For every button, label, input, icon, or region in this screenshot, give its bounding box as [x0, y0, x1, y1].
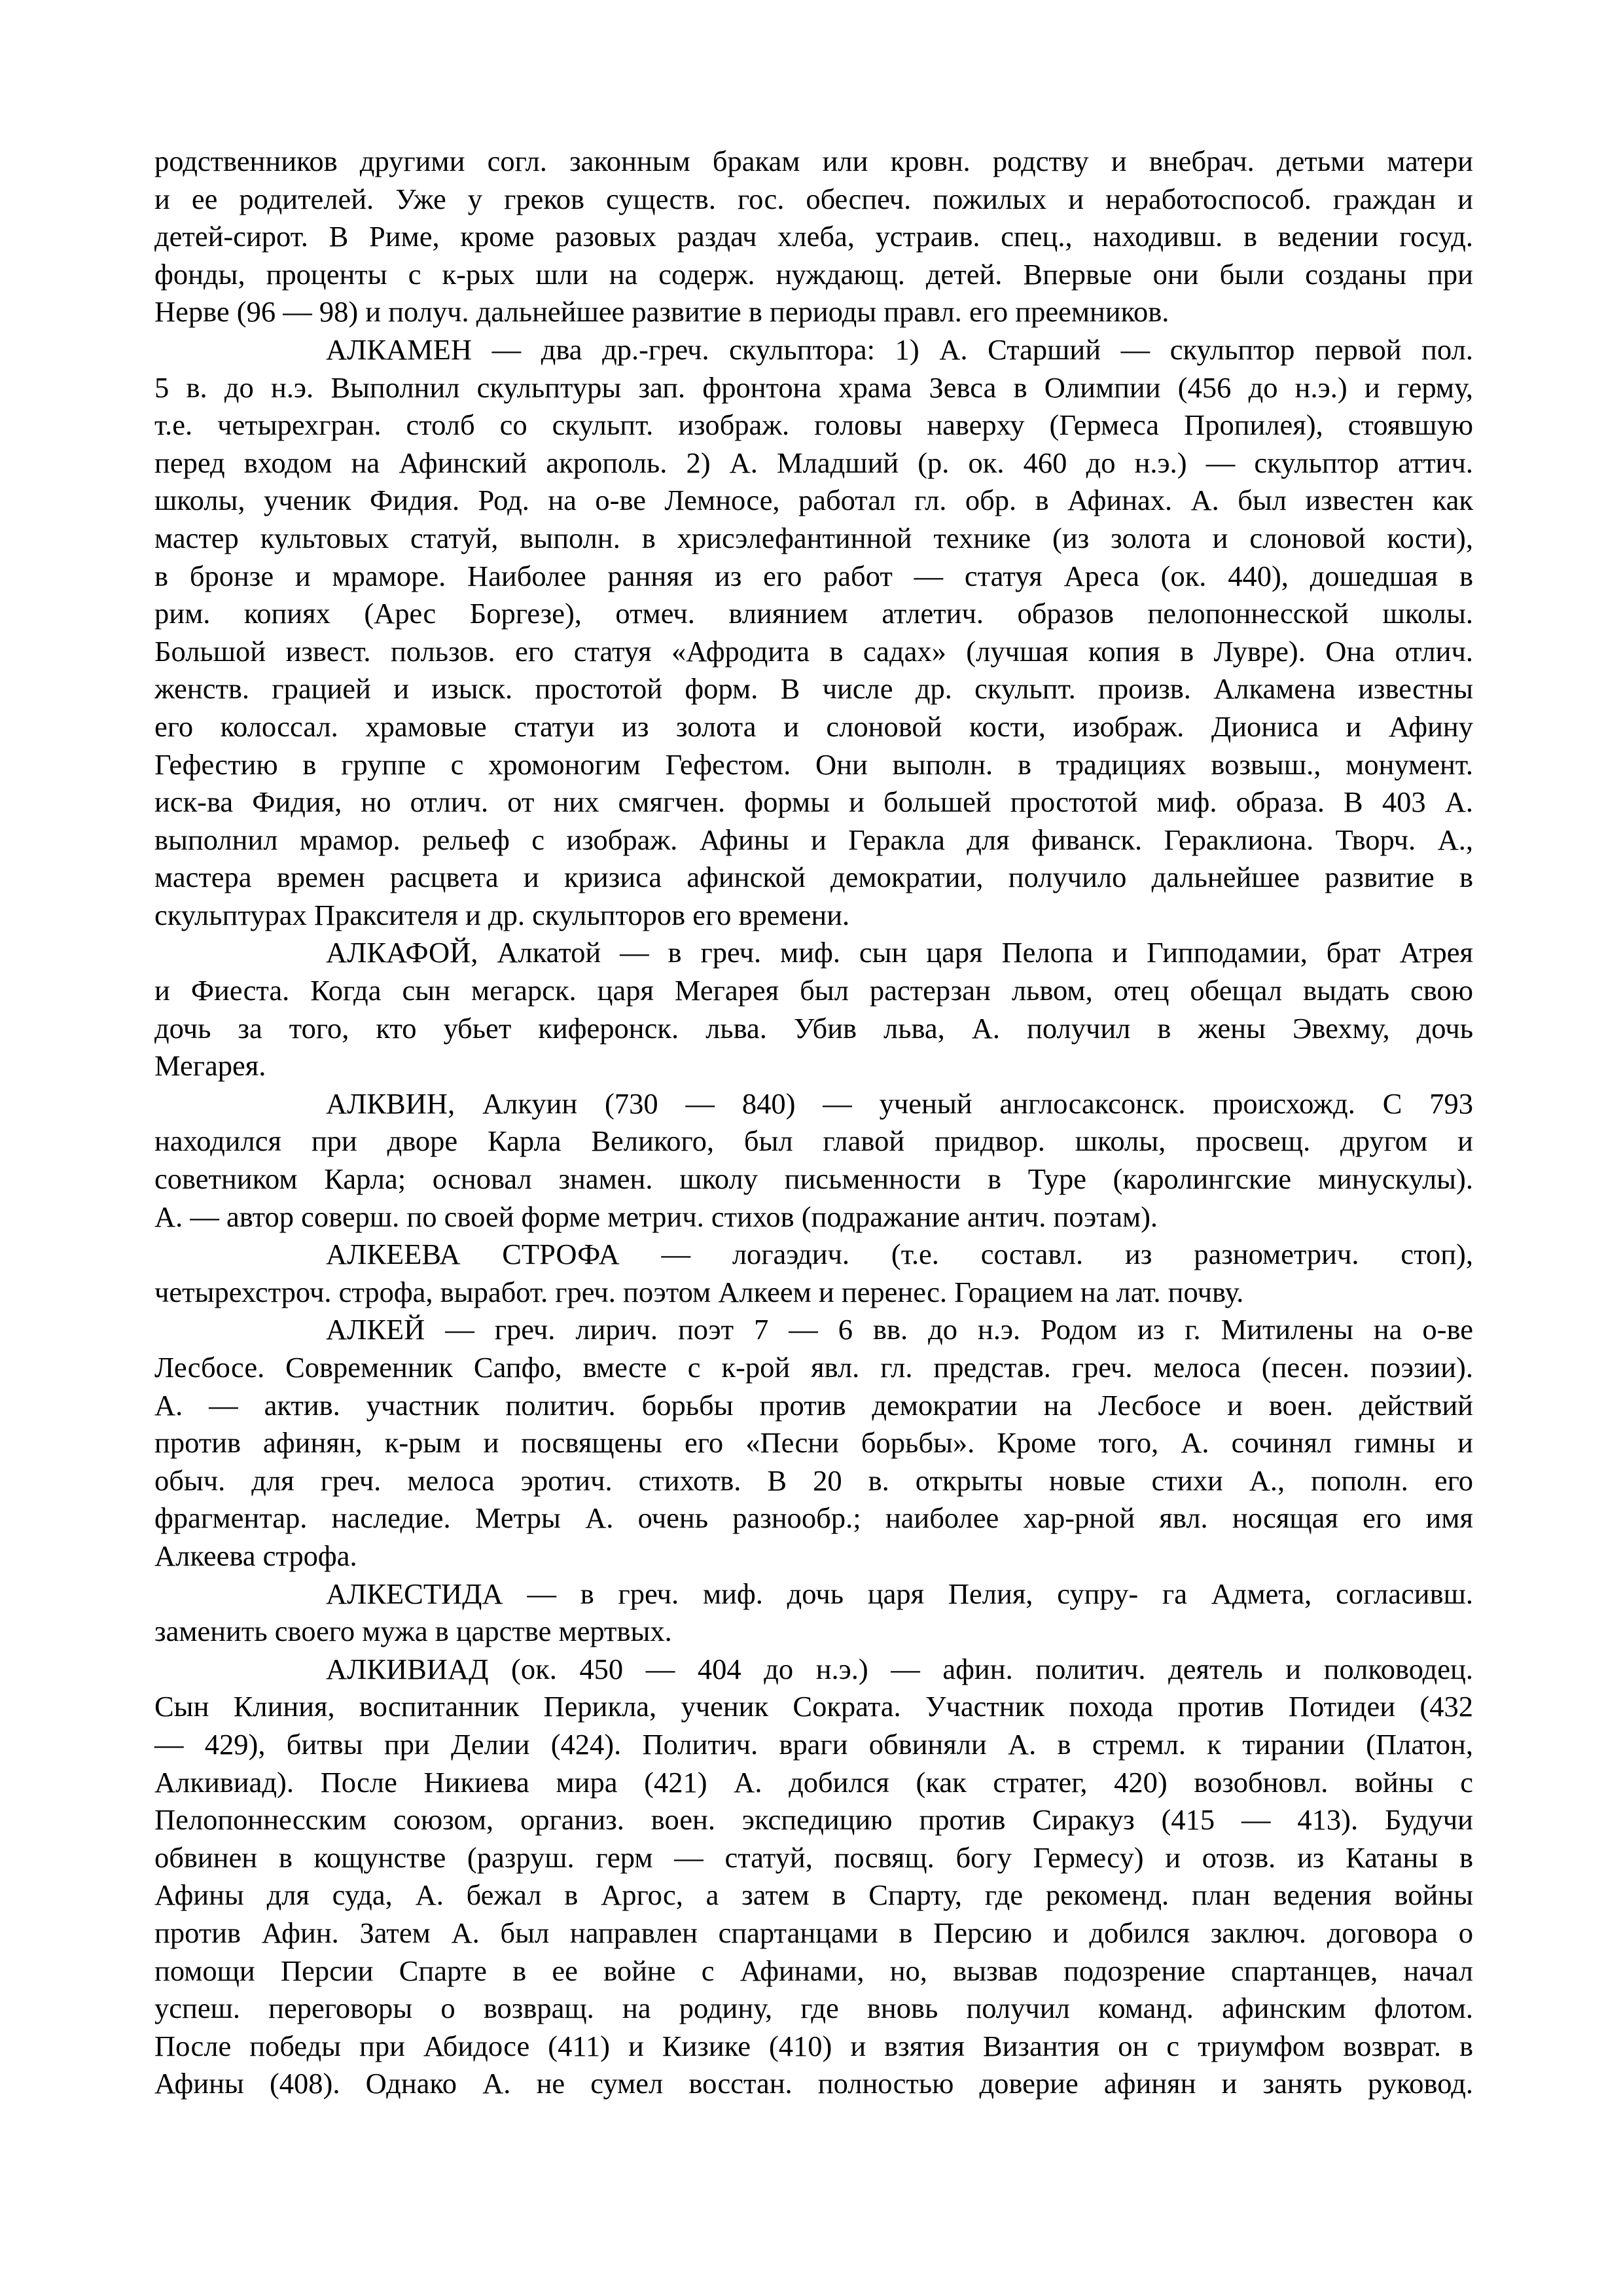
text-line: в бронзе и мраморе. Наиболее ранняя из его работ — статуя Ареса (ок. 440), дошедшая в [154, 559, 1473, 592]
text-line: детей-сирот. В Риме, кроме разовых раздач хлеба, устраив. спец., находивш. в ведении госуд. [154, 220, 1473, 253]
entry-heading-line: АЛКИВИАД (ок. 450 — 404 до н.э.) — афин. политич. деятель и полководец. [326, 1652, 1473, 1685]
text-line: т.е. четырехгран. столб со скульпт. изображ. головы наверху (Гермеса Пропилея), стоявшую [154, 408, 1473, 442]
paragraph-alkvin [154, 1085, 1473, 1236]
paragraph-alkeeva-strofa [154, 1236, 1473, 1311]
paragraph-continuation [154, 143, 1473, 331]
text-line: Лесбосе. Современник Сапфо, вместе с к-рой явл. гл. представ. греч. мелоса (песен. поэзии). [154, 1351, 1473, 1384]
text-line: находился при дворе Карла Великого, был главой придвор. школы, просвещ. другом и [154, 1124, 1473, 1158]
text-line: против Афин. Затем А. был направлен спартанцами в Персию и добился заключ. договора о [154, 1916, 1473, 1949]
text-line: А. — актив. участник политич. борьбы против демократии на Лесбосе и воен. действий [154, 1388, 1473, 1422]
text-line: фонды, проценты с к-рых шли на содерж. нуждающ. детей. Впервые они были созданы при [154, 257, 1473, 291]
text-line: мастера времен расцвета и кризиса афинской демократии, получило дальнейшее развитие в [154, 861, 1473, 894]
entry-heading-line: АЛКВИН, Алкуин (730 — 840) — ученый англосаксонск. происхожд. С 793 [326, 1086, 1473, 1120]
paragraph-alkiviad [154, 1651, 1473, 2103]
text-line: рим. копиях (Арес Боргезе), отмеч. влиянием атлетич. образов пелопоннесской школы. [154, 597, 1473, 630]
text-line: против афинян, к-рым и посвящены его «Песни борьбы». Кроме того, А. сочинял гимны и [154, 1426, 1473, 1460]
text-line: Большой извест. пользов. его статуя «Афродита в садах» (лучшая копия в Лувре). Она отлич. [154, 634, 1473, 668]
text-line: Мегарея. [154, 1049, 266, 1083]
text-line: фрагментар. наследие. Метры А. очень разнообр.; наиболее хар-рной явл. носящая его имя [154, 1501, 1473, 1535]
paragraph-alkestida [154, 1575, 1473, 1651]
text-line: обвинен в кощунстве (разруш. герм — статуй, посвящ. богу Гермесу) и отозв. из Катаны в [154, 1840, 1473, 1874]
paragraph-alkafoy [154, 934, 1473, 1085]
text-line: школы, ученик Фидия. Род. на о-ве Лемносе, работал гл. обр. в Афинах. А. был известен как [154, 484, 1473, 517]
text-line: Пелопоннесским союзом, организ. воен. экспедицию против Сиракуз (415 — 413). Будучи [154, 1803, 1473, 1837]
text-line: Нерве (96 — 98) и получ. дальнейшее развитие в периоды правл. его преемников. [154, 295, 1169, 329]
text-line: и ее родителей. Уже у греков существ. гос. обеспеч. пожилых и неработоспособ. граждан и [154, 182, 1473, 215]
entry-heading-line: АЛКЕЕВА СТРОФА — логаэдич. (т.е. составл. из разнометрич. стоп), [326, 1238, 1473, 1271]
text-line: мастер культовых статуй, выполн. в хрисэлефантинной технике (из золота и слоновой кости), [154, 521, 1473, 554]
text-line: дочь за того, кто убьет киферонск. льва. Убив льва, А. получил в жены Эвехму, дочь [154, 1011, 1473, 1045]
text-line: его колоссал. храмовые статуи из золота и слоновой кости, изображ. Диониса и Афину [154, 709, 1473, 743]
entry-heading-line: АЛКЕЙ — греч. лирич. поэт 7 — 6 вв. до н.э. Родом из г. Митилены на о-ве [326, 1313, 1473, 1346]
text-line: — 429), битвы при Делии (424). Политич. враги обвиняли А. в стремл. к тирании (Платон, [154, 1727, 1473, 1761]
entry-heading-line: АЛКАМЕН — два др.-греч. скульптора: 1) А. Старший — скульптор первой пол. [326, 332, 1473, 366]
paragraph-alkamen [154, 331, 1473, 935]
text-line: выполнил мрамор. рельеф с изображ. Афины и Геракла для фиванск. Гераклиона. Творч. А., [154, 823, 1473, 856]
paragraph-alkey [154, 1311, 1473, 1575]
text-line: обыч. для греч. мелоса эротич. стихотв. В 20 в. открыты новые стихи А., пополн. его [154, 1463, 1473, 1497]
text-line: Афины (408). Однако А. не сумел восстан. полностью доверие афинян и занять руковод. [154, 2067, 1473, 2100]
text-line: Алкивиад). После Никиева мира (421) А. добился (как стратег, 420) возобновл. войны с [154, 1765, 1473, 1799]
text-line: заменить своего мужа в царстве мертвых. [154, 1615, 672, 1648]
text-line: родственников другими согл. законным бракам или кровн. родству и внебрач. детьми матери [154, 145, 1473, 177]
text-line: Гефестию в группе с хромоногим Гефестом. Они выполн. в традициях возвыш., монумент. [154, 747, 1473, 781]
text-line: Алкеева строфа. [154, 1539, 357, 1572]
text-line: 5 в. до н.э. Выполнил скульптуры зап. фронтона храма Зевса в Олимпии (456 до н.э.) и герму, [154, 370, 1473, 404]
text-line: и Фиеста. Когда сын мегарск. царя Мегарея был растерзан львом, отец обещал выдать свою [154, 974, 1473, 1007]
text-line: успеш. переговоры о возвращ. на родину, где вновь получил команд. афинским флотом. [154, 1992, 1473, 2025]
text-line: Сын Клиния, воспитанник Перикла, ученик Сократа. Участник похода против Потидеи (432 [154, 1690, 1473, 1723]
text-line: перед входом на Афинский акрополь. 2) А. Младший (р. ок. 460 до н.э.) — скульптор аттич. [154, 446, 1473, 479]
text-line: женств. грацией и изыск. простотой форм. В числе др. скульпт. произв. Алкамена известны [154, 672, 1473, 706]
text-line: скульптурах Праксителя и др. скульпторов его времени. [154, 898, 850, 931]
entry-heading-line: АЛКАФОЙ, Алкатой — в греч. миф. сын царя Пелопа и Гипподамии, брат Атрея [326, 936, 1473, 969]
entry-heading-line: АЛКЕСТИДА — в греч. миф. дочь царя Пелия, супру- га Адмета, согласивш. [326, 1577, 1473, 1610]
document-page [154, 143, 1473, 2103]
text-line: иск-ва Фидия, но отлич. от них смягчен. формы и большей простотой миф. образа. В 403 А. [154, 785, 1473, 819]
text-line: А. — автор соверш. по своей форме метрич. стихов (подражание антич. поэтам). [154, 1200, 1158, 1233]
text-line: Афины для суда, А. бежал в Аргос, а затем в Спарту, где рекоменд. план ведения войны [154, 1878, 1473, 1912]
text-line: После победы при Абидосе (411) и Кизике (410) и взятия Византия он с триумфом возврат. в [154, 2029, 1473, 2062]
text-line: советником Карла; основал знамен. школу письменности в Туре (каролингские минускулы). [154, 1162, 1473, 1196]
text-line: четырехстроч. строфа, выработ. греч. поэтом Алкеем и перенес. Горацием на лат. почву. [154, 1275, 1244, 1308]
text-line: помощи Персии Спарте в ее войне с Афинами, но, вызвав подозрение спартанцев, начал [154, 1954, 1473, 1987]
